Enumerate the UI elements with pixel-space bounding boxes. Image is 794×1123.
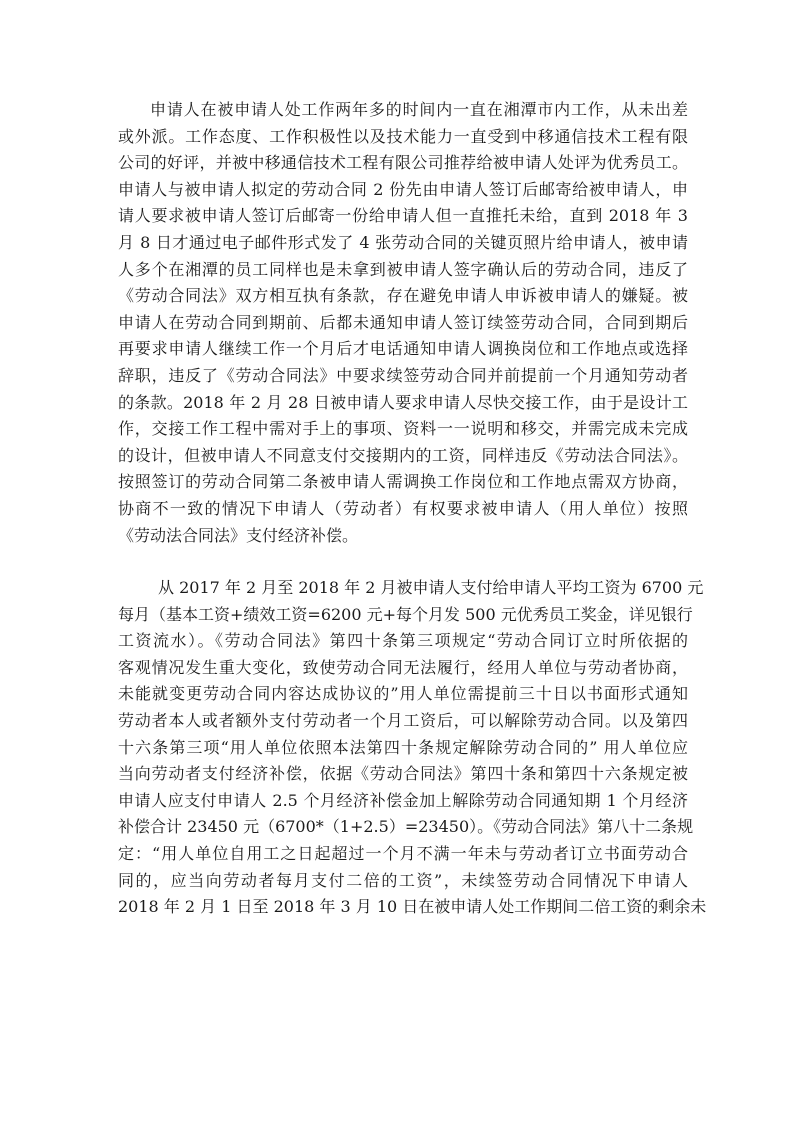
paragraph-line: 辞职，违反了《劳动合同法》中要求续签劳动合同并前提前一个月通知劳动者	[118, 365, 688, 385]
paragraph-line: 的条款。2018 年 2 月 28 日被申请人要求申请人尽快交接工作，由于是设计工	[118, 392, 688, 412]
paragraph-line: 月 8 日才通过电子邮件形式发了 4 张劳动合同的关键页照片给申请人，被申请	[118, 232, 688, 252]
paragraph-line: 补偿合计 23450 元（6700*（1+2.5）=23450）。《劳动合同法》第八十二条规	[118, 817, 694, 837]
document-body	[118, 97, 707, 921]
paragraph-line: 申请人在被申请人处工作两年多的时间内一直在湘潭市内工作，从未出差	[150, 100, 688, 119]
paragraph-line: 公司的好评，并被中移通信技术工程有限公司推荐给被申请人处评为优秀员工。	[118, 153, 688, 173]
paragraph-line: 请人要求被申请人签订后邮寄一份给申请人但一直推托未给，直到 2018 年 3	[118, 206, 688, 226]
paragraph-line: 十六条第三项“用人单位依照本法第四十条规定解除劳动合同的” 用人单位应	[118, 737, 688, 757]
paragraph-line: 2018 年 2 月 1 日至 2018 年 3 月 10 日在被申请人处工作期间二倍工资的剩余未	[118, 897, 707, 917]
paragraph-line: 的设计，但被申请人不同意支付交接期内的工资，同样违反《劳动法合同法》。	[118, 445, 688, 465]
paragraph-line: 每月（基本工资+绩效工资=6200 元+每个月发 500 元优秀员工奖金，详见银行	[118, 604, 693, 624]
paragraph-line: 申请人与被申请人拟定的劳动合同 2 份先由申请人签订后邮寄给被申请人，申	[118, 179, 688, 199]
paragraph-2	[118, 575, 707, 921]
paragraph-line: 劳动者本人或者额外支付劳动者一个月工资后，可以解除劳动合同。以及第四	[118, 711, 688, 731]
paragraph-line: 当向劳动者支付经济补偿，依据《劳动合同法》第四十条和第四十六条规定被	[118, 764, 688, 784]
paragraph-line: 按照签订的劳动合同第二条被申请人需调换工作岗位和工作地点需双方协商，	[118, 472, 688, 492]
paragraph-line: 《劳动合同法》双方相互执有条款，存在避免申请人申诉被申请人的嫌疑。被	[118, 286, 688, 306]
paragraph-line: 客观情况发生重大变化，致使劳动合同无法履行，经用人单位与劳动者协商，	[118, 657, 688, 677]
paragraph-spacer	[118, 549, 688, 575]
paragraph-line: 从 2017 年 2 月至 2018 年 2 月被申请人支付给申请人平均工资为 6700 元	[158, 578, 704, 598]
paragraph-line: 申请人在劳动合同到期前、后都未通知申请人签订续签劳动合同，合同到期后	[118, 312, 688, 332]
paragraph-line: 作，交接工作工程中需对手上的事项、资料一一说明和移交，并需完成未完成	[118, 419, 688, 439]
paragraph-1	[118, 97, 688, 549]
paragraph-line: 未能就变更劳动合同内容达成协议的”用人单位需提前三十日以书面形式通知	[118, 684, 688, 704]
paragraph-line: 定：“用人单位自用工之日起超过一个月不满一年未与劳动者订立书面劳动合	[118, 844, 688, 864]
paragraph-line: 工资流水）。《劳动合同法》第四十条第三项规定“劳动合同订立时所依据的	[118, 631, 688, 651]
paragraph-line: 协商不一致的情况下申请人（劳动者）有权要求被申请人（用人单位）按照	[118, 498, 688, 518]
paragraph-line: 同的，应当向劳动者每月支付二倍的工资”，未续签劳动合同情况下申请人	[118, 870, 688, 890]
paragraph-line: 申请人应支付申请人 2.5 个月经济补偿金加上解除劳动合同通知期 1 个月经济	[118, 790, 688, 810]
paragraph-line: 人多个在湘潭的员工同样也是未拿到被申请人签字确认后的劳动合同，违反了	[118, 259, 688, 279]
paragraph-line: 或外派。工作态度、工作积极性以及技术能力一直受到中移通信技术工程有限	[118, 126, 688, 146]
paragraph-line: 《劳动法合同法》支付经济补偿。	[118, 525, 359, 545]
paragraph-line: 再要求申请人继续工作一个月后才电话通知申请人调换岗位和工作地点或选择	[118, 339, 688, 359]
